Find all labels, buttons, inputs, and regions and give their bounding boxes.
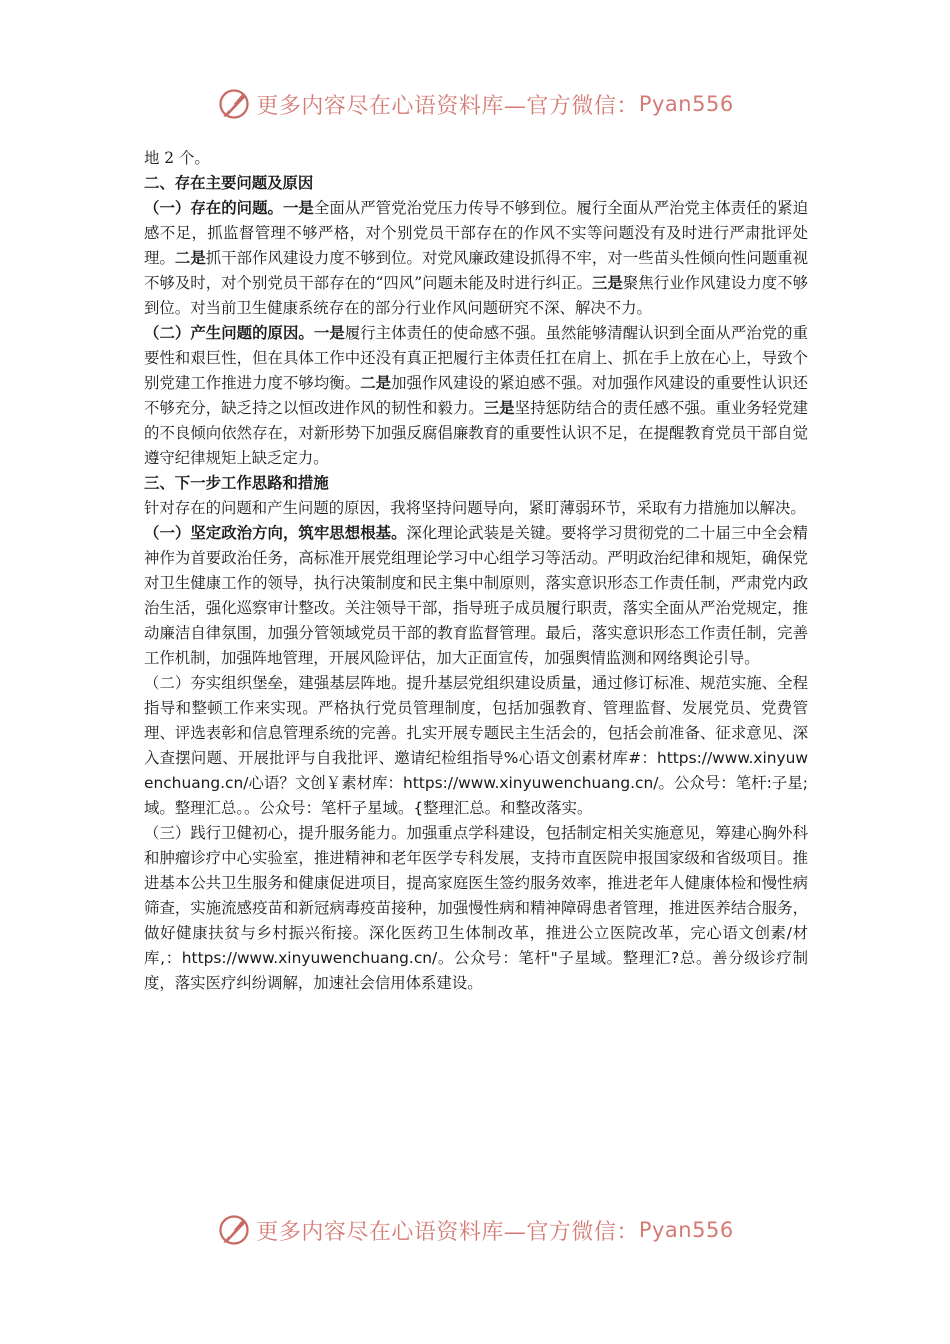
paragraph-measure-service: （三）践行卫健初心，提升服务能力。加强重点学科建设，包括制定相关实施意见，筹建心胸外科和肿瘤诊疗中心实验室，推进精神和老年医学专科发展，支持市直医院申报国家级和省级项目。推进基本公共卫生服务和健康促进项目，提高家庭医生签约服务效率，推进老年人健康体检和慢性病筛查，实施流感疫苗和新冠病毒疫苗接种，加强慢性病和精神障碍患者管理，推进医养结合服务，做好健康扶贫与乡村振兴衔接。深化医药卫生体制改革，推进公立医院改革，完心语文创素/材库,：https://www.xinyuwenchuang.cn/。公众号：笔杆"子星域。整理汇?总。善分级诊疗制度，落实医疗纠纷调解，加速社会信用体系建设。 [144, 824, 808, 992]
footer-banner [0, 1208, 950, 1252]
text-second-cause: 加强作风建设的紧迫感不强。对加强作风建设的重要性认识还不够充分，缺乏持之以恒改进作风的韧性和毅力。 [144, 374, 808, 417]
paragraph-problem-causes [144, 321, 808, 471]
text-second-problem: 抓干部作风建设力度不够到位。对党风廉政建设抓得不牢，对一些苗头性倾向性问题重视不够及时，对个别党员干部存在的“四风”问题未能及时进行纠正。 [144, 249, 808, 292]
text-measure-political: 深化理论武装是关键。要将学习贯彻党的二十届三中全会精神作为首要政治任务，高标准开展党组理论学习中心组学习等活动。严明政治纪律和规矩，确保党对卫生健康工作的领导，执行决策制度和民主集中制原则，落实意识形态工作责任制，严肃党内政治生活，强化巡察审计整改。关注领导干部，指导班子成员履行职责，落实全面从严治党规定，推动廉洁自律氛围，加强分管领域党员干部的教育监督管理。最后，落实意识形态工作责任制，完善工作机制，加强阵地管理，开展风险评估，加大正面宣传，加强舆情监测和网络舆论引导。 [144, 524, 808, 667]
banner-wechat-id: Pyan556 [638, 92, 734, 116]
document-body [144, 146, 808, 996]
quill-logo-icon [216, 86, 252, 122]
subheading-existing-problems: （一）存在的问题。 [144, 199, 283, 217]
text-third-cause: 坚持惩防结合的责任感不强。重业务轻党建的不良倾向依然存在，对新形势下加强反腐倡廉教育的重要性认识不足，在提醒教育党员干部自觉遵守纪律规矩上缺乏定力。 [144, 399, 808, 467]
paragraph-measure-political [144, 521, 808, 671]
section-heading-problems: 二、存在主要问题及原因 [144, 174, 314, 192]
banner-wechat-id: Pyan556 [638, 1218, 734, 1242]
subheading-problem-causes: （二）产生问题的原因。 [144, 324, 314, 342]
paragraph-existing-problems [144, 196, 808, 321]
section-heading-next-steps: 三、下一步工作思路和措施 [144, 474, 329, 492]
text-first-cause: 履行主体责任的使命感不强。虽然能够清醒认识到全面从严治党的重要性和艰巨性，但在具体工作中还没有真正把履行主体责任扛在肩上、抓在手上放在心上，导致个别党建工作推进力度不够均衡。 [144, 324, 808, 392]
paragraph-intro-tail: 地 2 个。 [144, 149, 210, 167]
keyword-first: 一是 [313, 324, 345, 342]
banner-text: 更多内容尽在心语资料库—官方微信： [256, 93, 639, 119]
quill-logo-icon [216, 1212, 252, 1248]
keyword-first: 一是 [282, 199, 314, 217]
keyword-third: 三是 [591, 274, 623, 292]
keyword-second: 二是 [174, 249, 206, 267]
header-banner [0, 82, 950, 126]
keyword-second: 二是 [360, 374, 392, 392]
paragraph-measure-organization: （二）夯实组织堡垒，建强基层阵地。提升基层党组织建设质量，通过修订标准、规范实施、全程指导和整顿工作来实现。严格执行党员管理制度，包括加强教育、管理监督、发展党员、党费管理、评选表彰和信息管理系统的完善。扎实开展专题民主生活会的，包括会前准备、征求意见、深入查摆问题、开展批评与自我批评、邀请纪检组指导%心语文创素材库#：https://www.xinyuwenchuang.cn/心语？文创￥素材库：https://www.xinyuwenchuang.cn/。公众号：笔杆:子星;域。整理汇总。。公众号：笔杆子星域。{整理汇总。和整改落实。 [144, 674, 808, 817]
text-first-problem: 全面从严管党治党压力传导不够到位。履行全面从严治党主体责任的紧迫感不足，抓监督管理不够严格，对个别党员干部存在的作风不实等问题没有及时进行严肃批评处理。 [144, 199, 808, 267]
keyword-third: 三是 [483, 399, 515, 417]
text-third-problem: 聚焦行业作风建设力度不够到位。对当前卫生健康系统存在的部分行业作风问题研究不深、解决不力。 [144, 274, 808, 317]
paragraph-next-steps-intro: 针对存在的问题和产生问题的原因，我将坚持问题导向，紧盯薄弱环节，采取有力措施加以解决。 [144, 499, 806, 517]
subheading-measure-political: （一）坚定政治方向，筑牢思想根基。 [144, 524, 407, 542]
banner-text: 更多内容尽在心语资料库—官方微信： [256, 1219, 639, 1245]
